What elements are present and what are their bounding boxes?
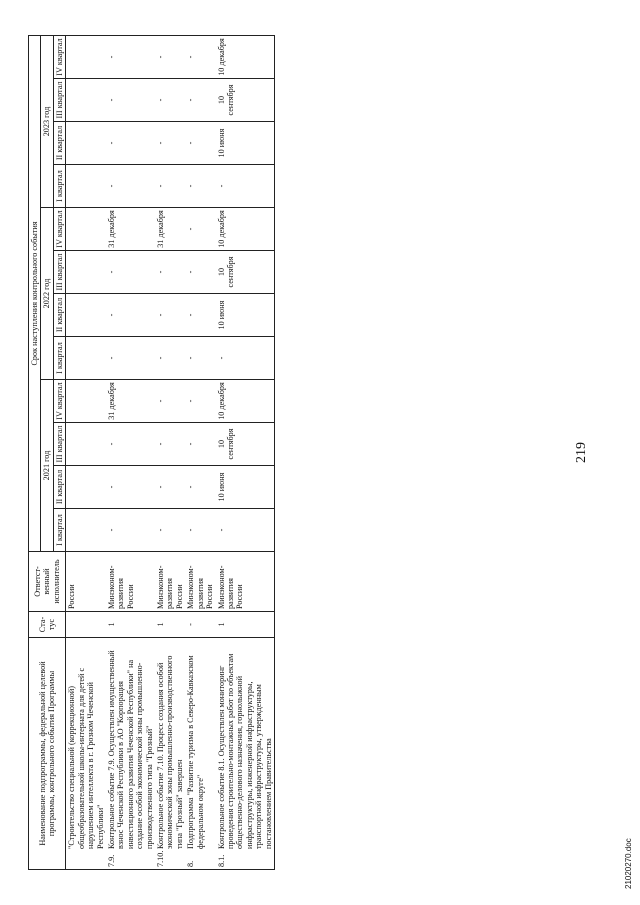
responsible-cell: России (66, 552, 106, 612)
header-quarter: III квартал (53, 79, 65, 122)
quarter-date-cell: - (185, 509, 215, 552)
quarter-date-cell: 10 июня (216, 294, 275, 337)
header-quarter: I квартал (53, 509, 65, 552)
quarter-date-cell (66, 251, 106, 294)
quarter-date-cell: - (155, 35, 185, 78)
responsible-cell: Минэконом-развития России (185, 552, 215, 612)
header-name: Наименование подпрограммы, федеральной целевой программы, контрольного события Программы (29, 638, 66, 870)
quarter-date-cell: - (185, 337, 215, 380)
header-status: Ста-тус (29, 612, 66, 638)
quarter-date-cell: - (106, 423, 155, 466)
quarter-date-cell: - (216, 165, 275, 208)
quarter-date-cell (66, 337, 106, 380)
quarter-date-cell: - (185, 251, 215, 294)
quarter-date-cell (66, 35, 106, 78)
page-number: 219 (574, 442, 589, 463)
header-quarter: IV квартал (53, 208, 65, 251)
responsible-cell: Минэконом-развития России (216, 552, 275, 612)
quarter-date-cell: - (185, 79, 215, 122)
quarter-date-cell: - (185, 466, 215, 509)
table-body (66, 35, 275, 869)
quarter-date-cell (66, 165, 106, 208)
quarter-date-cell: 10 сентября (216, 79, 275, 122)
quarter-date-cell: - (155, 466, 185, 509)
event-number (67, 849, 105, 867)
table-row (155, 35, 185, 869)
quarter-date-cell: - (155, 294, 185, 337)
quarter-date-cell: - (155, 251, 185, 294)
quarter-date-cell: - (106, 251, 155, 294)
status-cell (66, 612, 106, 638)
quarter-date-cell: 10 сентября (216, 251, 275, 294)
quarter-date-cell: - (155, 79, 185, 122)
quarter-date-cell: 10 июня (216, 122, 275, 165)
quarter-date-cell: - (106, 35, 155, 78)
quarter-date-cell: 10 декабря (216, 208, 275, 251)
header-responsible: Ответст-венный исполнитель (29, 552, 66, 612)
event-number: 8. (186, 860, 196, 867)
quarter-date-cell (66, 294, 106, 337)
header-quarter: IV квартал (53, 35, 65, 78)
quarter-date-cell: 31 декабря (106, 208, 155, 251)
quarter-date-cell: - (106, 509, 155, 552)
quarter-date-cell (66, 122, 106, 165)
responsible-cell: Минэконом-развития России (106, 552, 155, 612)
event-text: "Строительство специальной (коррекционной) общеобразовательной школы-интерната для детей с нарушением интеллекта в г. Грозном Чеченской Республики" (67, 667, 105, 849)
quarter-date-cell: - (106, 165, 155, 208)
quarter-date-cell: - (185, 165, 215, 208)
quarter-date-cell (66, 509, 106, 552)
quarter-date-cell: - (185, 423, 215, 466)
status-cell: 1 (216, 612, 275, 638)
event-number: 8.1. (216, 854, 226, 867)
quarter-date-cell: - (216, 509, 275, 552)
quarter-date-cell (66, 380, 106, 423)
quarter-date-cell: - (216, 337, 275, 380)
header-quarter: IV квартал (53, 380, 65, 423)
quarter-date-cell: - (106, 122, 155, 165)
quarter-date-cell: - (185, 208, 215, 251)
header-quarter: III квартал (53, 251, 65, 294)
event-text: Контрольное событие 7.10. Процесс создания особой экономической зоны промышленно-производственного типа "Грозный" завершен (156, 655, 184, 849)
quarter-date-cell: - (185, 35, 215, 78)
table-row (216, 35, 275, 869)
header-quarter: I квартал (53, 165, 65, 208)
header-deadline: Срок наступления контрольного события (29, 35, 41, 551)
header-year: 2022 год (41, 208, 53, 380)
header-quarter: II квартал (53, 294, 65, 337)
quarter-date-cell: - (185, 294, 215, 337)
event-name-cell (216, 638, 275, 870)
header-quarter: II квартал (53, 466, 65, 509)
header-year: 2023 год (41, 35, 53, 207)
status-cell: 1 (155, 612, 185, 638)
quarter-date-cell: 10 декабря (216, 380, 275, 423)
quarter-date-cell: - (185, 122, 215, 165)
table-row (66, 35, 106, 869)
quarter-date-cell: - (155, 122, 185, 165)
quarter-date-cell (66, 79, 106, 122)
quarter-date-cell: - (155, 509, 185, 552)
event-name-cell (66, 638, 106, 870)
quarter-date-cell: - (155, 380, 185, 423)
quarter-date-cell: 31 декабря (155, 208, 185, 251)
responsible-cell: Минэконом-развития России (155, 552, 185, 612)
document-id: 21020270.doc (624, 838, 633, 889)
status-cell: - (185, 612, 215, 638)
quarter-date-cell: 10 декабря (216, 35, 275, 78)
quarter-date-cell (66, 208, 106, 251)
event-number: 7.10. (156, 850, 166, 867)
quarter-date-cell: - (185, 380, 215, 423)
event-number: 7.9. (106, 854, 116, 867)
event-text: Подпрограмма "Развитие туризма в Северо-Кавказском федеральном округе" (186, 655, 205, 849)
quarter-date-cell: 31 декабря (106, 380, 155, 423)
quarter-date-cell: - (106, 337, 155, 380)
table-row (106, 35, 155, 869)
header-quarter: I квартал (53, 337, 65, 380)
quarter-date-cell: - (155, 337, 185, 380)
status-cell: 1 (106, 612, 155, 638)
event-text: Контрольное событие 7.9. Осуществлен имущественный взнос Чеченской Республики в АО "Корпорация инвестиционного развития Чеченской Республики" на создание особой экономической зоны промышленно-производственного типа "Грозный" (106, 650, 154, 849)
quarter-date-cell: - (106, 294, 155, 337)
event-name-cell (155, 638, 185, 870)
quarter-date-cell: - (155, 423, 185, 466)
quarter-date-cell (66, 423, 106, 466)
event-name-cell (106, 638, 155, 870)
event-name-cell (185, 638, 215, 870)
quarter-date-cell: 10 июня (216, 466, 275, 509)
quarter-date-cell: - (155, 165, 185, 208)
header-quarter: III квартал (53, 423, 65, 466)
quarter-date-cell (66, 466, 106, 509)
quarter-date-cell: - (106, 466, 155, 509)
table-row (185, 35, 215, 869)
quarter-date-cell: - (106, 79, 155, 122)
quarter-date-cell: 10 сентября (216, 423, 275, 466)
header-year: 2021 год (41, 380, 53, 552)
control-events-table (28, 35, 275, 870)
header-quarter: II квартал (53, 122, 65, 165)
event-text: Контрольное событие 8.1. Осуществлен мониторинг проведения строительно-монтажных работ по объектам общественно-делового назначения, горнолыжной инфраструктуры, инженерной инфраструктуры, транспортной инфраструктуры, утвержденным постановлением Правительства (216, 653, 273, 849)
